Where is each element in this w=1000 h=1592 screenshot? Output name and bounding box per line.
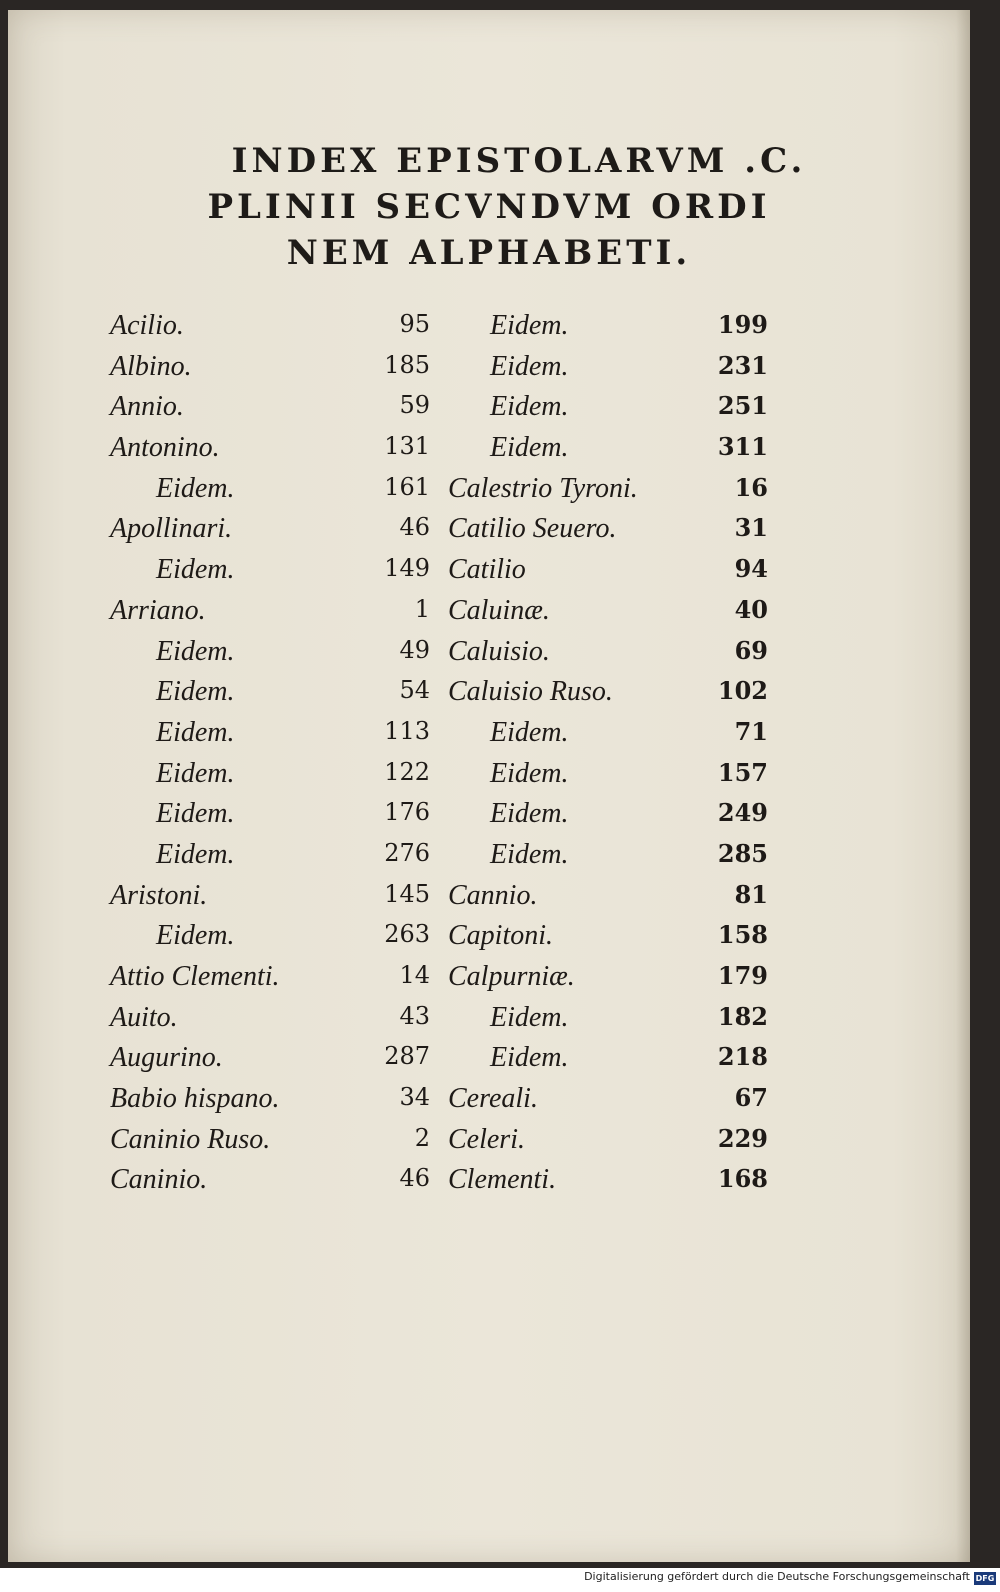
left-page-number: 263 bbox=[384, 920, 430, 949]
index-row bbox=[8, 961, 970, 1002]
left-name: Eidem. bbox=[156, 716, 235, 748]
right-page-number: 249 bbox=[717, 798, 768, 828]
right-page-number: 102 bbox=[717, 676, 768, 706]
index-row bbox=[8, 351, 970, 392]
left-page-number: 113 bbox=[384, 716, 430, 745]
right-name: Eidem. bbox=[490, 432, 569, 464]
right-name: Eidem. bbox=[490, 716, 569, 748]
left-name: Albino. bbox=[110, 350, 192, 382]
right-name: Eidem. bbox=[490, 798, 569, 830]
right-page-number: 251 bbox=[717, 391, 768, 421]
left-name: Eidem. bbox=[156, 676, 235, 708]
left-page-number: 34 bbox=[399, 1083, 430, 1112]
right-name: Caluinæ. bbox=[448, 594, 550, 626]
right-page-number: 285 bbox=[717, 838, 768, 868]
right-page-number: 218 bbox=[717, 1042, 768, 1072]
index-row bbox=[8, 554, 970, 595]
right-name: Celeri. bbox=[448, 1123, 525, 1155]
digitization-credit: Digitalisierung gefördert durch die Deutsche Forschungsgemeinschaft bbox=[584, 1570, 970, 1583]
index-row bbox=[8, 717, 970, 758]
left-page-number: 122 bbox=[384, 757, 430, 786]
right-name: Eidem. bbox=[490, 757, 569, 789]
index-row bbox=[8, 1083, 970, 1124]
right-name: Eidem. bbox=[490, 391, 569, 423]
left-page-number: 59 bbox=[399, 391, 430, 420]
index-row bbox=[8, 1124, 970, 1165]
left-page-number: 43 bbox=[399, 1001, 430, 1030]
index-table bbox=[8, 310, 970, 1205]
left-name: Annio. bbox=[110, 391, 184, 423]
left-page-number: 46 bbox=[399, 1164, 430, 1193]
index-row bbox=[8, 310, 970, 351]
right-page-number: 40 bbox=[734, 594, 768, 624]
left-page-number: 49 bbox=[399, 635, 430, 664]
index-row bbox=[8, 432, 970, 473]
right-page-number: 16 bbox=[734, 472, 768, 502]
left-name: Augurino. bbox=[110, 1042, 223, 1074]
left-page-number: 95 bbox=[399, 310, 430, 338]
left-page-number: 287 bbox=[384, 1042, 430, 1071]
left-page-number: 14 bbox=[399, 961, 430, 989]
left-name: Babio hispano. bbox=[110, 1083, 280, 1115]
right-page-number: 69 bbox=[734, 635, 768, 665]
right-name: Eidem. bbox=[490, 838, 569, 870]
left-page-number: 149 bbox=[384, 554, 430, 583]
left-name: Eidem. bbox=[156, 554, 235, 586]
book-page bbox=[8, 10, 970, 1562]
index-row bbox=[8, 920, 970, 961]
right-name: Caluisio Ruso. bbox=[448, 676, 613, 708]
left-page-number: 161 bbox=[384, 472, 430, 501]
title-line-2: PLINII SECVNDVM ORDI bbox=[207, 187, 771, 227]
right-name: Cannio. bbox=[448, 879, 538, 911]
right-page-number: 71 bbox=[734, 716, 768, 746]
left-page-number: 185 bbox=[384, 350, 430, 379]
right-name: Eidem. bbox=[490, 1042, 569, 1074]
index-row bbox=[8, 839, 970, 880]
right-page-number: 182 bbox=[717, 1001, 768, 1031]
right-page-number: 179 bbox=[717, 961, 768, 990]
left-name: Aristoni. bbox=[110, 879, 208, 911]
right-page-number: 67 bbox=[734, 1083, 768, 1113]
right-name: Clementi. bbox=[448, 1164, 557, 1196]
right-name: Eidem. bbox=[490, 350, 569, 382]
left-name: Acilio. bbox=[110, 310, 184, 341]
index-row bbox=[8, 636, 970, 677]
left-name: Arriano. bbox=[110, 594, 206, 626]
index-row bbox=[8, 595, 970, 636]
left-page-number: 145 bbox=[384, 879, 430, 908]
left-name: Auito. bbox=[110, 1001, 178, 1033]
left-name: Apollinari. bbox=[110, 513, 233, 545]
dfg-logo: DFG bbox=[975, 1574, 995, 1583]
index-row bbox=[8, 676, 970, 717]
right-name: Catilio Seuero. bbox=[448, 513, 617, 545]
index-row bbox=[8, 391, 970, 432]
left-page-number: 176 bbox=[384, 798, 430, 827]
right-name: Caluisio. bbox=[448, 635, 550, 667]
index-title bbox=[8, 138, 970, 276]
right-page-number: 94 bbox=[734, 554, 768, 584]
right-page-number: 229 bbox=[717, 1123, 768, 1153]
right-name: Catilio bbox=[448, 554, 526, 586]
left-name: Eidem. bbox=[156, 798, 235, 830]
index-row bbox=[8, 758, 970, 799]
left-page-number: 131 bbox=[384, 432, 430, 461]
left-page-number: 1 bbox=[414, 594, 430, 623]
left-name: Eidem. bbox=[156, 757, 235, 789]
right-name: Eidem. bbox=[490, 1001, 569, 1033]
title-line-3: NEM ALPHABETI. bbox=[286, 233, 692, 273]
left-name: Caninio. bbox=[110, 1164, 208, 1196]
left-name: Caninio Ruso. bbox=[110, 1123, 271, 1155]
right-page-number: 31 bbox=[734, 513, 768, 543]
right-page-number: 311 bbox=[717, 432, 768, 462]
index-row bbox=[8, 513, 970, 554]
right-name: Calestrio Tyroni. bbox=[448, 472, 638, 504]
index-row bbox=[8, 798, 970, 839]
right-page-number: 157 bbox=[717, 757, 768, 787]
left-name: Attio Clementi. bbox=[110, 961, 280, 992]
left-name: Eidem. bbox=[156, 838, 235, 870]
right-page-number: 231 bbox=[717, 350, 768, 380]
left-name: Antonino. bbox=[110, 432, 220, 464]
right-name: Cereali. bbox=[448, 1083, 538, 1115]
index-row bbox=[8, 1164, 970, 1205]
index-row bbox=[8, 880, 970, 921]
index-row bbox=[8, 1002, 970, 1043]
index-row bbox=[8, 1042, 970, 1083]
left-page-number: 276 bbox=[384, 838, 430, 867]
left-page-number: 2 bbox=[414, 1123, 430, 1152]
right-page-number: 199 bbox=[717, 310, 768, 339]
left-page-number: 54 bbox=[399, 676, 430, 705]
left-name: Eidem. bbox=[156, 472, 235, 504]
left-name: Eidem. bbox=[156, 635, 235, 667]
right-name: Calpurniæ. bbox=[448, 961, 575, 992]
right-page-number: 168 bbox=[717, 1164, 768, 1194]
right-name: Eidem. bbox=[490, 310, 569, 341]
left-name: Eidem. bbox=[156, 920, 235, 952]
title-line-1: INDEX EPISTOLARVM .C. bbox=[231, 141, 807, 181]
right-page-number: 158 bbox=[717, 920, 768, 950]
index-row bbox=[8, 473, 970, 514]
right-name: Capitoni. bbox=[448, 920, 554, 952]
right-page-number: 81 bbox=[734, 879, 768, 909]
left-page-number: 46 bbox=[399, 513, 430, 542]
